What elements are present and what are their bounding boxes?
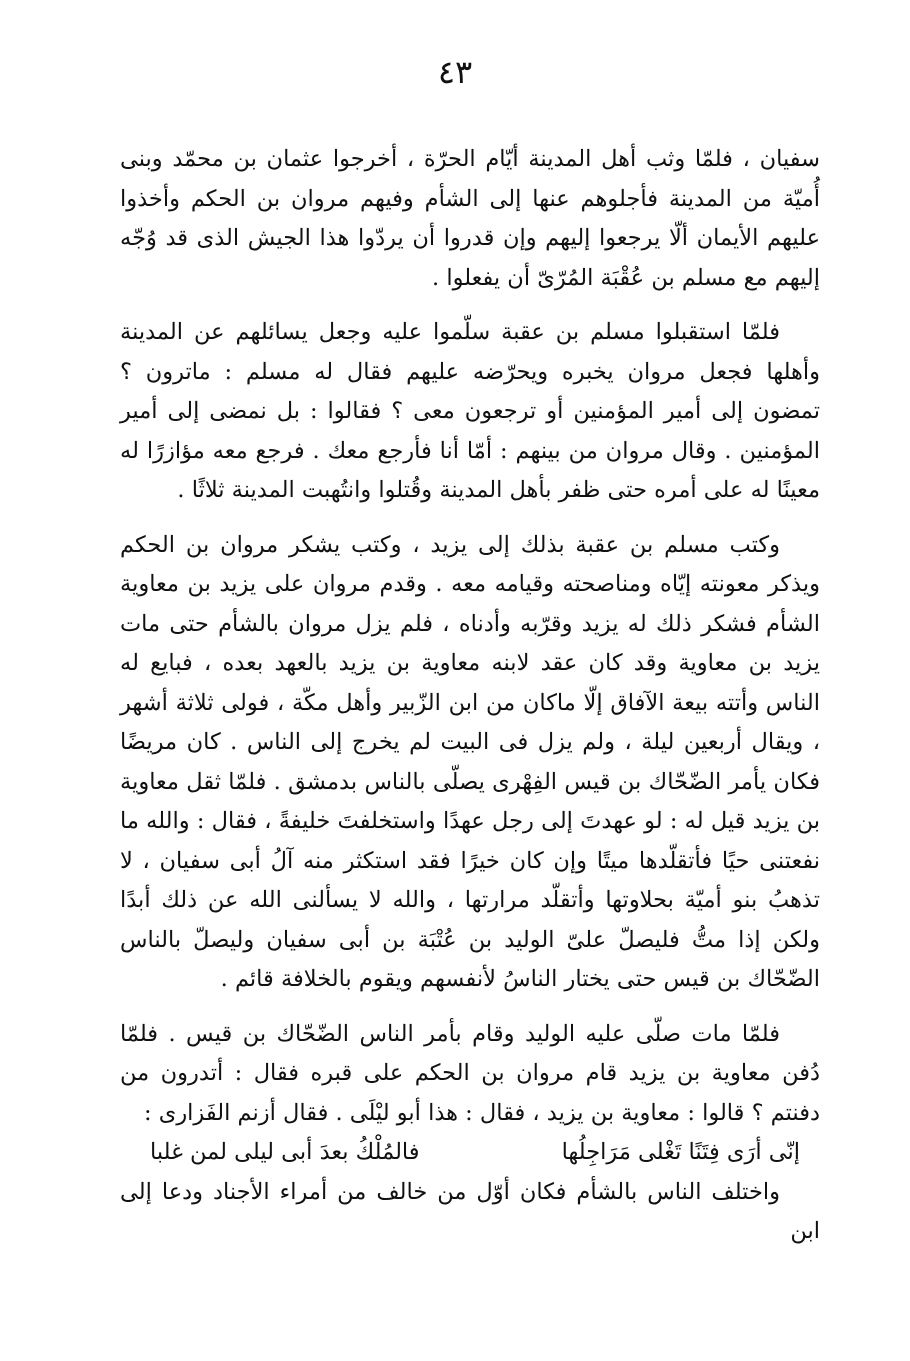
- paragraph-1: سفيان ، فلمّا وثب أهل المدينة أيّام الحرّة ، أخرجوا عثمان بن محمّد وبنى أُميّة من المدينة فأجلوهم عنها إلى الشأم وفيهم مروان بن الحكم وأخذوا عليهم الأيمان ألّا يرجعوا إليهم وإن قدروا أن يردّوا هذا الجيش الذى قد وُجّه إليهم مع مسلم بن عُقْبَة المُرّىّ أن يفعلوا .: [120, 146, 820, 291]
- page-number: ٤٣: [437, 53, 473, 91]
- verse-second-hemistich: فالمُلْكُ بعدَ أبى ليلى لمن غلبا: [150, 1139, 420, 1165]
- body-text: [120, 140, 820, 1252]
- paragraph-3: وكتب مسلم بن عقبة بذلك إلى يزيد ، وكتب يشكر مروان بن الحكم ويذكر معونته إيّاه ومناصحته وقيامه معه . وقدم مروان على يزيد بن معاوية الشأم فشكر ذلك له يزيد وقرّبه وأدناه ، فلم يزل مروان بالشأم حتى مات يزيد بن معاوية وقد كان عقد لابنه معاوية بن يزيد بالعهد بعده ، فبايع له الناس وأتته بيعة الآفاق إلّا ماكان من ابن الزّبير وأهل مكّة ، فولى ثلاثة أشهر ، ويقال أربعين ليلة ، ولم يزل فى البيت لم يخرج إلى الناس . كان مريضًا فكان يأمر الضّحّاك بن قيس الفِهْرى يصلّى بالناس بدمشق . فلمّا ثقل معاوية بن يزيد قيل له : لو عهدتَ إلى رجل عهدًا واستخلفتَ خليفةً ، فقال : والله ما نفعتنى حيًا فأتقلّدها ميتًا وإن كان خيرًا فقد استكثر منه آلُ أبى سفيان ، لا تذهبُ بنو أميّة بحلاوتها وأتقلّد مرارتها ، والله لا يسألنى الله عن ذلك أبدًا ولكن إذا متُّ فليصلّ علىّ الوليد بن عُتْبَة بن أبى سفيان وليصلّ بالناس الضّحّاك بن قيس حتى يختار الناسُ لأنفسهم ويقوم بالخلافة قائم .: [120, 531, 820, 992]
- paragraph-2: فلمّا استقبلوا مسلم بن عقبة سلّموا عليه وجعل يسائلهم عن المدينة وأهلها فجعل مروان يخبره ويحرّضه عليهم فقال له مسلم : ماترون ؟ تمضون إلى أمير المؤمنين أو ترجعون معى ؟ فقالوا : بل نمضى إلى أمير المؤمنين . وقال مروان من بينهم : أمّا أنا فأرجع معك . فرجع معه مؤازرًا له معينًا له على أمره حتى ظفر بأهل المدينة وقُتلوا وانتُهبت المدينة ثلاثًا .: [120, 319, 820, 503]
- verse-first-hemistich: إنّى أرَى فِتَنًا تَغْلى مَرَاجِلُها: [561, 1139, 800, 1165]
- paragraph-4: فلمّا مات صلّى عليه الوليد وقام بأمر الناس الضّحّاك بن قيس . فلمّا دُفن معاوية بن يزيد قام مروان بن الحكم على قبره فقال : أتدرون من دفنتم ؟ قالوا : معاوية بن يزيد ، فقال : هذا أبو ليْلَى . فقال أزنم الفَزارى :: [120, 1020, 820, 1126]
- closing-line: واختلف الناس بالشأم فكان أوّل من خالف من أمراء الأجناد ودعا إلى ابن: [120, 1178, 820, 1244]
- poetry-verse: [120, 1133, 820, 1173]
